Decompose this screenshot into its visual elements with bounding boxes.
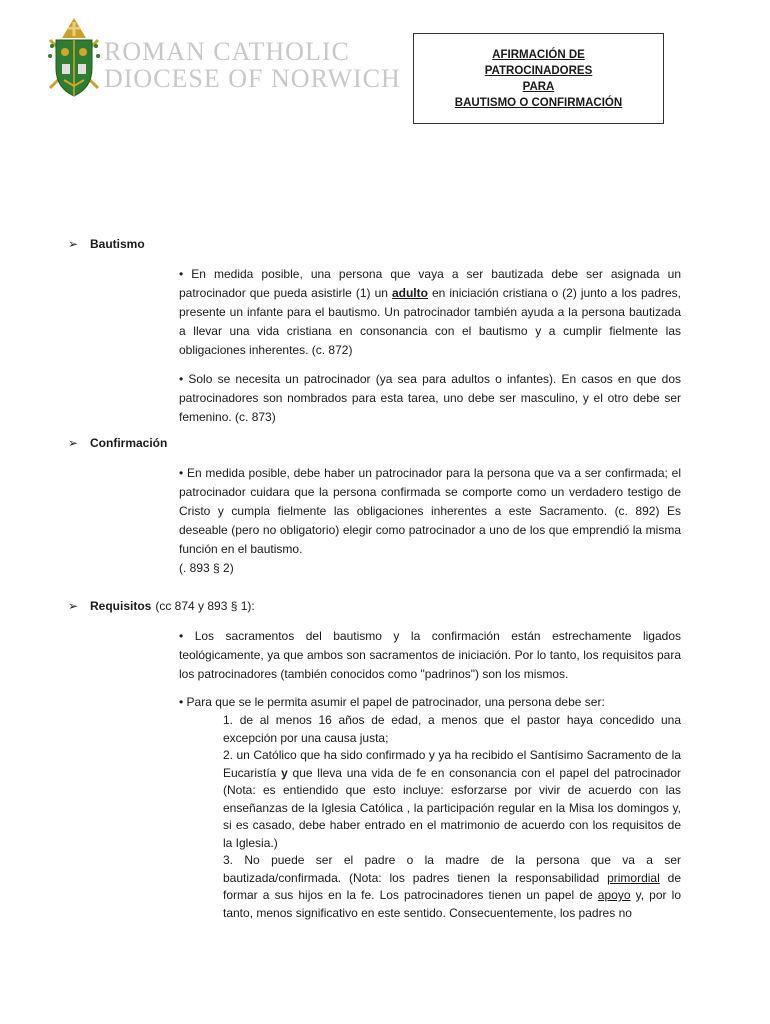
heading-label: Confirmación [90, 436, 168, 450]
emphasis-primordial: primordial [607, 870, 660, 885]
confirmacion-paragraph-1 [179, 464, 681, 578]
diocese-name [104, 38, 401, 92]
text-run: de formar a sus hijos en la fe. Los patrocinadores tienen un papel de [223, 870, 681, 902]
arrow-bullet-icon: ➢ [68, 599, 79, 613]
canon-reference: (. 893 § 2) [179, 561, 234, 575]
requirement-item-3 [223, 852, 681, 922]
text-run: que lleva una vida de fe en consonancia con el papel del patrocinador (Nota: es entiendido que esto incluye: esforzarse por vivir de acuerdo con las enseñanzas de la Iglesia Católica , la participación regular en la Misa los domingos y, si es casado, debe haber entrado en el matrimonio de acuerdo con los requisitos de la Iglesia.) [223, 765, 681, 850]
bautismo-paragraph-1 [179, 265, 681, 360]
org-line-2: DIOCESE OF NORWICH [104, 64, 401, 93]
emphasis-y: y [281, 765, 288, 780]
diocese-crest-icon [44, 16, 104, 100]
heading-label: Requisitos [90, 599, 152, 613]
requisitos-paragraph-2: • Para que se le permita asumir el papel de patrocinador, una persona debe ser: [179, 695, 605, 709]
text-run: • En medida posible, debe haber un patrocinador para la persona que va a ser confirmada; el patrocinador cuidara que la persona confirmada se comporte como un verdadero testigo de Cristo y cumpla fielmente las obligaciones inherentes a este Sacramento. (c. 892) Es deseable (pero no obligatorio) elegir como patrocinador a uno de los que emprendió la misma función en el bautismo. [179, 466, 681, 556]
text-run: en iniciación cristiana o (2) junto a los padres, presente un infante para el bautismo. Un patrocinador también ayuda a la persona bautizada a llevar una vida cristiana en consonancia con el bautismo y a cumplir fielmente las obligaciones inherentes. (c. 872) [179, 286, 682, 357]
arrow-bullet-icon: ➢ [68, 436, 79, 450]
section-heading-requisitos [68, 599, 255, 613]
text-run: 2. un Católico que ha sido confirmado y ya ha recibido el Santísimo Sacramento de la Eucaristía [223, 748, 681, 780]
text-run: • En medida posible, una persona que vaya a ser bautizada debe ser asignada un patrocinador que pueda asistirle (1) un [179, 267, 681, 300]
heading-canon-ref: (cc 874 y 893 § 1): [155, 599, 255, 613]
text-run: 3. No puede ser el padre o la madre de la persona que va a ser bautizada/confirmada. (Nota: los padres tienen la responsabilidad [223, 853, 681, 885]
requirements-list [223, 712, 681, 922]
diocese-logo [44, 16, 401, 100]
title-line-2: PATROCINADORES [484, 64, 593, 77]
title-line-3: PARA [522, 80, 555, 93]
section-heading-bautismo [68, 237, 145, 251]
title-line-1: AFIRMACIÓN DE [492, 48, 585, 61]
requisitos-paragraph-1: • Los sacramentos del bautismo y la confirmación están estrechamente ligados teológicamente, ya que ambos son sacramentos de iniciación. Por lo tanto, los requisitos para los patrocinadores (también conocidos como "padrinos") son los mismos. [179, 629, 681, 681]
title-line-4: BAUTISMO O CONFIRMACIÓN [454, 96, 623, 109]
requirement-item-2 [223, 747, 681, 852]
arrow-bullet-icon: ➢ [68, 237, 79, 251]
org-line-1: ROMAN CATHOLIC [104, 37, 350, 66]
emphasis-apoyo: apoyo [597, 888, 631, 902]
section-heading-confirmacion [68, 436, 167, 450]
requirement-item-1: 1. de al menos 16 años de edad, a menos que el pastor haya concedido una excepción por una causa justa; [223, 713, 681, 745]
emphasis-adulto: adulto [391, 286, 428, 300]
bautismo-paragraph-2: • Solo se necesita un patrocinador (ya sea para adultos o infantes). En casos en que dos patrocinadores son nombrados para esta tarea, uno debe ser masculino, y el otro debe ser femenino. (c. 873) [179, 372, 681, 424]
heading-label: Bautismo [90, 237, 145, 251]
text-run: y, por lo tanto, menos significativo en este sentido. Consecuentemente, los padres no [223, 888, 681, 920]
document-title-box [413, 33, 664, 124]
